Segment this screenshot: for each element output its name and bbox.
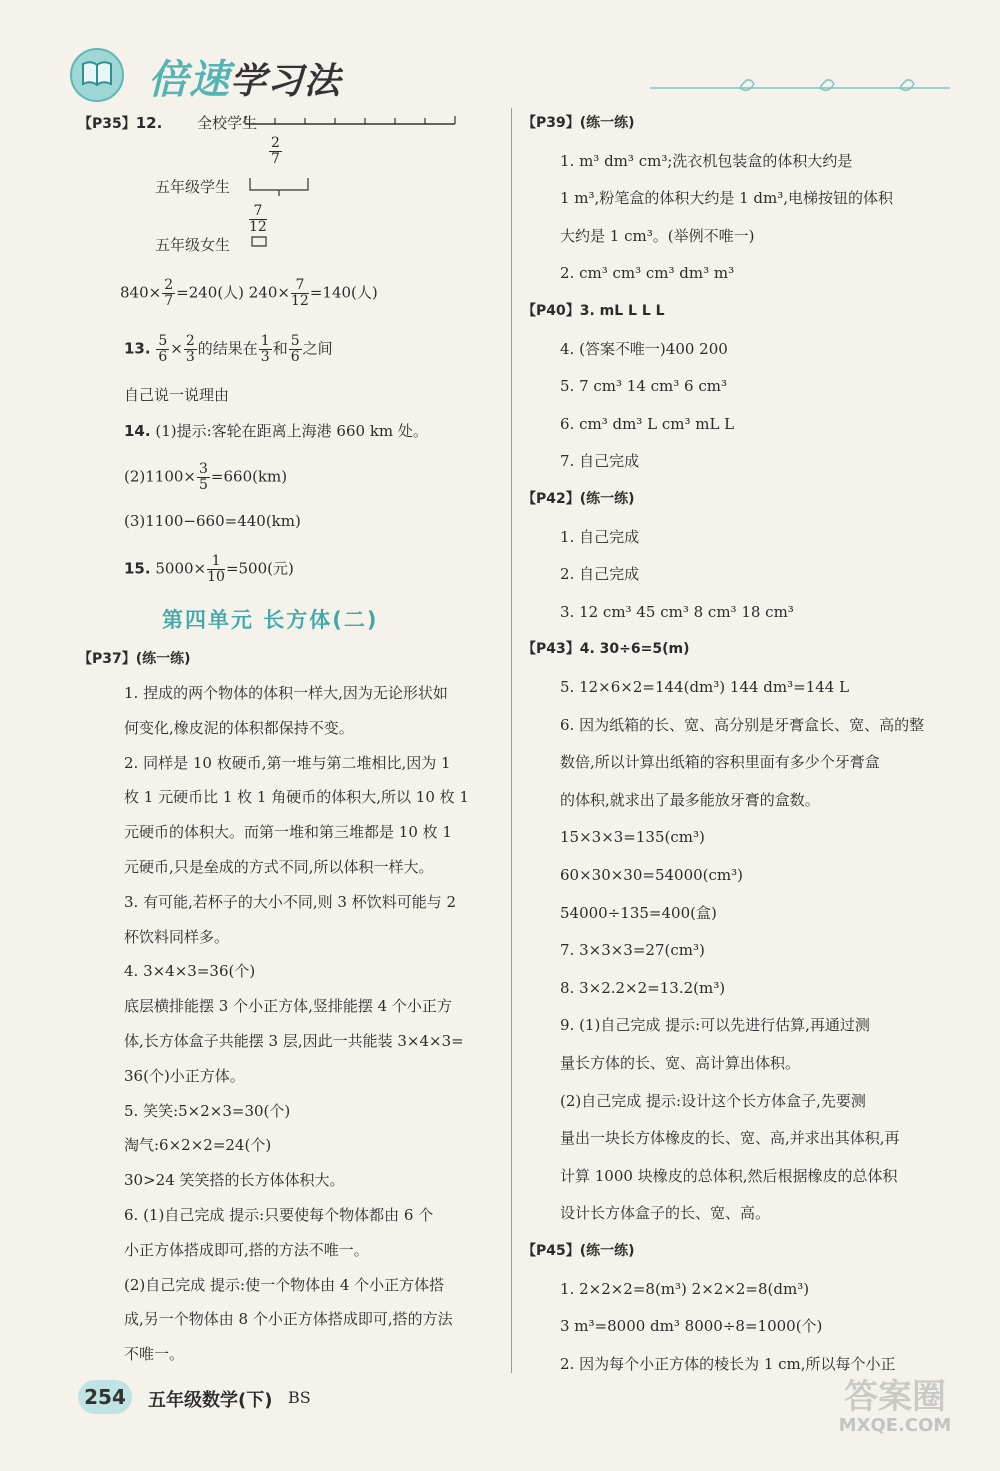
watermark: 答案圈 MXQE.COM	[838, 1377, 952, 1436]
left-line: 小正方体搭成即可,搭的方法不唯一。	[124, 1240, 369, 1259]
page-footer	[78, 1380, 418, 1420]
left-line: 2. 同样是 10 枚硬币,第一堆与第二堆相比,因为 1	[124, 753, 451, 772]
right-line: 8. 3×2.2×2=13.2(m³)	[560, 978, 726, 997]
q14-line1: 14. (1)提示:客轮在距离上海港 660 km 处。	[124, 422, 428, 440]
p37-tag: 【P37】(练一练)	[78, 651, 191, 667]
right-line: 【P43】4. 30÷6=5(m)	[522, 641, 690, 658]
right-line: 的体积,就求出了最多能放牙膏的盒数。	[560, 790, 820, 809]
q12-girls-label: 五年级女生	[155, 236, 231, 254]
right-line: 量出一块长方体橡皮的长、宽、高,并求出其体积,再	[560, 1129, 900, 1148]
right-line: 54000÷135=400(盒)	[560, 903, 717, 922]
left-line: 1. 捏成的两个物体的体积一样大,因为无论形状如	[124, 684, 448, 702]
left-line: 5. 笑笑:5×2×3=30(个)	[124, 1101, 291, 1120]
right-line: 【P42】(练一练)	[522, 491, 635, 507]
right-line: 6. 因为纸箱的长、宽、高分别是牙膏盒长、宽、高的整	[560, 715, 925, 734]
left-line: 不唯一。	[124, 1345, 185, 1364]
left-line: 元硬币的体积大。而第一堆和第三堆都是 10 枚 1	[124, 823, 452, 842]
book-title: 五年级数学(下)	[148, 1390, 273, 1411]
right-line: 1. 2×2×2=8(m³) 2×2×2=8(dm³)	[560, 1279, 810, 1298]
q12-line: 【P35】12. 全校学生	[78, 114, 258, 132]
right-line: 4. (答案不唯一)400 200	[560, 339, 728, 358]
right-line: 6. cm³ dm³ L cm³ mL L	[560, 414, 735, 433]
q12-frac1: $\frac{2}{7}$	[271, 135, 280, 167]
left-line: 30>24 笑笑搭的长方体体积大。	[124, 1171, 345, 1190]
decorative-wave	[650, 60, 950, 100]
right-line: 60×30×30=54000(cm³)	[560, 866, 744, 884]
right-line: 【P40】3. mL L L L	[522, 303, 665, 319]
q14-line3: (3)1100−660=440(km)	[124, 512, 301, 530]
right-line: 5. 12×6×2=144(dm³) 144 dm³=144 L	[560, 678, 850, 696]
brand-title: 倍速学习法	[148, 57, 342, 103]
right-line: 设计长方体盒子的长、宽、高。	[560, 1204, 771, 1223]
left-line: 36(个)小正方体。	[124, 1066, 245, 1085]
q13-line2: 自己说一说理由	[124, 386, 230, 404]
q14-line2: (2)1100× $\frac{3}{5}$ =660(km)	[124, 461, 288, 493]
q12-frac2: $\frac{7}{12}$	[249, 203, 267, 235]
right-line: 2. 因为每个小正方体的棱长为 1 cm,所以每个小正	[560, 1354, 896, 1373]
left-line: 6. (1)自己完成 提示:只要使每个物体都由 6 个	[124, 1206, 434, 1224]
right-line: 1. m³ dm³ cm³;洗衣机包装盒的体积大约是	[560, 151, 853, 170]
right-line: 7. 3×3×3=27(cm³)	[560, 941, 705, 960]
left-line: 4. 3×4×3=36(个)	[124, 962, 256, 981]
left-line: 何变化,橡皮泥的体积都保持不变。	[124, 718, 354, 737]
left-line: 淘气:6×2×2=24(个)	[124, 1136, 272, 1155]
right-line: 15×3×3=135(cm³)	[560, 828, 705, 847]
right-line: 7. 自己完成	[560, 452, 640, 471]
q13-line: 13. $\frac{5}{6}$ × $\frac{2}{3}$ 的结果在 $\frac{1}{3}$ 和 $\frac{5}{6}$ 之间	[124, 333, 333, 365]
column-divider	[511, 108, 512, 1373]
right-line: 数倍,所以计算出纸箱的容积里面有多少个牙膏盒	[560, 753, 880, 772]
q12-calc: 840× $\frac{2}{7}$ =240(人) 240× $\frac{7}{12}$ =140(人)	[120, 277, 378, 309]
left-line: 底层横排能摆 3 个小正方体,竖排能摆 4 个小正方	[124, 997, 452, 1016]
right-line: 2. 自己完成	[560, 565, 640, 584]
unit-title: 第四单元 长方体(二)	[162, 608, 379, 632]
q12-grade5-label: 五年级学生	[155, 178, 231, 196]
right-line: 【P39】(练一练)	[522, 115, 635, 131]
left-line: 体,长方体盒子共能摆 3 层,因此一共能装 3×4×3=	[124, 1032, 464, 1050]
right-line: 5. 7 cm³ 14 cm³ 6 cm³	[560, 377, 728, 396]
q15-line: 15. 5000× $\frac{1}{10}$ =500(元)	[124, 553, 294, 585]
left-line: 杯饮料同样多。	[124, 927, 230, 946]
right-line: 大约是 1 cm³。(举例不唯一)	[560, 226, 755, 245]
right-line: 3. 12 cm³ 45 cm³ 8 cm³ 18 cm³	[560, 602, 794, 621]
right-line: 1 m³,粉笔盒的体积大约是 1 dm³,电梯按钮的体积	[560, 189, 894, 208]
right-line: (2)自己完成 提示:设计这个长方体盒子,先要测	[560, 1091, 866, 1110]
right-line: 【P45】(练一练)	[522, 1243, 635, 1259]
right-line: 3 m³=8000 dm³ 8000÷8=1000(个)	[560, 1317, 823, 1336]
left-line: 元硬币,只是垒成的方式不同,所以体积一样大。	[124, 858, 434, 876]
right-line: 9. (1)自己完成 提示:可以先进行估算,再通过测	[560, 1016, 870, 1035]
right-line: 1. 自己完成	[560, 527, 640, 546]
book-series: BS	[288, 1388, 311, 1407]
page-header	[70, 40, 950, 102]
book-logo-icon	[70, 48, 124, 102]
left-line: (2)自己完成 提示:使一个物体由 4 个小正方体搭	[124, 1275, 445, 1294]
right-line: 2. cm³ cm³ cm³ dm³ m³	[560, 264, 735, 283]
page-number: 254	[78, 1380, 132, 1414]
left-line: 3. 有可能,若杯子的大小不同,则 3 杯饮料可能与 2	[124, 892, 457, 911]
left-line: 成,另一个物体由 8 个小正方体搭成即可,搭的方法	[124, 1310, 453, 1329]
right-line: 计算 1000 块橡皮的总体积,然后根据橡皮的总体积	[560, 1166, 898, 1185]
right-line: 量长方体的长、宽、高计算出体积。	[560, 1054, 801, 1072]
left-line: 枚 1 元硬币比 1 枚 1 角硬币的体积大,所以 10 枚 1	[124, 788, 469, 807]
